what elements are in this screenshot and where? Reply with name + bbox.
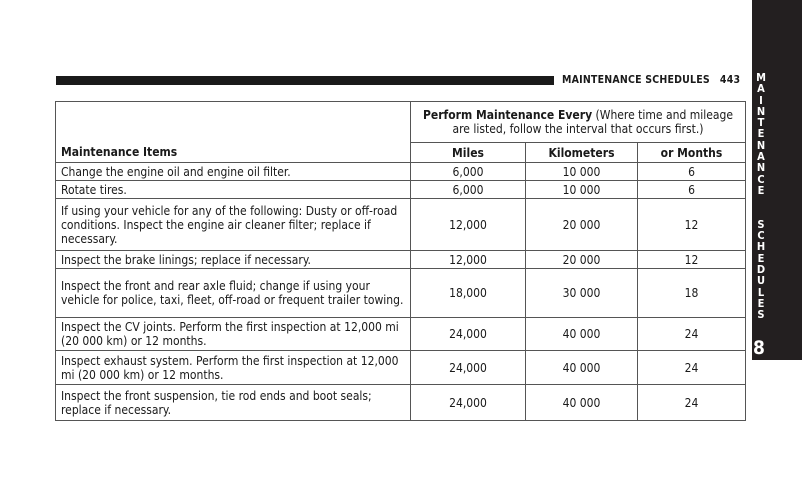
- cell-km: 10 000: [526, 163, 638, 181]
- cell-miles: 24,000: [411, 351, 526, 385]
- table-row: [56, 351, 746, 385]
- cell-miles: 18,000: [411, 269, 526, 318]
- page-number: 443: [719, 74, 741, 86]
- table-row: [56, 269, 746, 318]
- cell-months: 18: [638, 269, 746, 318]
- cell-km: 20 000: [526, 199, 638, 251]
- chapter-tab-label: M A I N T E N A N C E S C H E D U L E S: [756, 71, 766, 322]
- table-row: [56, 181, 746, 199]
- cell-months: 6: [638, 181, 746, 199]
- maintenance-table: [55, 101, 746, 421]
- col-header-items: Maintenance Items: [56, 143, 411, 163]
- cell-months: 6: [638, 163, 746, 181]
- cell-miles: 12,000: [411, 199, 526, 251]
- cell-item: Inspect exhaust system. Perform the first inspection at 12,000 mi (20 000 km) or 12 months.: [56, 351, 411, 385]
- cell-months: 12: [638, 251, 746, 269]
- col-header-miles: Miles: [411, 143, 526, 163]
- table-row: [56, 163, 746, 181]
- cell-months: 24: [638, 351, 746, 385]
- cell-item: If using your vehicle for any of the following: Dusty or off-road conditions. Inspect the engine air cleaner filter; replace if necessary.: [56, 199, 411, 251]
- header-rule: [56, 76, 554, 85]
- chapter-number: 8: [753, 337, 765, 359]
- cell-km: 20 000: [526, 251, 638, 269]
- cell-item: Inspect the front suspension, tie rod ends and boot seals; replace if necessary.: [56, 385, 411, 421]
- cell-km: 40 000: [526, 318, 638, 351]
- cell-months: 12: [638, 199, 746, 251]
- section-title: MAINTENANCE SCHEDULES: [562, 74, 710, 86]
- cell-item: Inspect the brake linings; replace if necessary.: [56, 251, 411, 269]
- cell-km: 10 000: [526, 181, 638, 199]
- cell-miles: 24,000: [411, 318, 526, 351]
- cell-item: Inspect the CV joints. Perform the first inspection at 12,000 mi (20 000 km) or 12 months.: [56, 318, 411, 351]
- table-row: [56, 251, 746, 269]
- col-header-km: Kilometers: [526, 143, 638, 163]
- cell-miles: 6,000: [411, 181, 526, 199]
- cell-km: 40 000: [526, 385, 638, 421]
- table-row: [56, 385, 746, 421]
- col-header-months: or Months: [638, 143, 746, 163]
- table-row: [56, 318, 746, 351]
- cell-item: Change the engine oil and engine oil filter.: [56, 163, 411, 181]
- table-row: [56, 199, 746, 251]
- cell-miles: 24,000: [411, 385, 526, 421]
- running-header: [562, 74, 740, 86]
- cell-km: 30 000: [526, 269, 638, 318]
- cell-km: 40 000: [526, 351, 638, 385]
- cell-months: 24: [638, 318, 746, 351]
- cell-item: Rotate tires.: [56, 181, 411, 199]
- cell-months: 24: [638, 385, 746, 421]
- cell-miles: 12,000: [411, 251, 526, 269]
- cell-item: Inspect the front and rear axle fluid; change if using your vehicle for police, taxi, fleet, off-road or frequent trailer towing.: [56, 269, 411, 318]
- cell-miles: 6,000: [411, 163, 526, 181]
- group-header: Perform Maintenance Every (Where time and mileage are listed, follow the interval that occurs first.): [411, 102, 746, 143]
